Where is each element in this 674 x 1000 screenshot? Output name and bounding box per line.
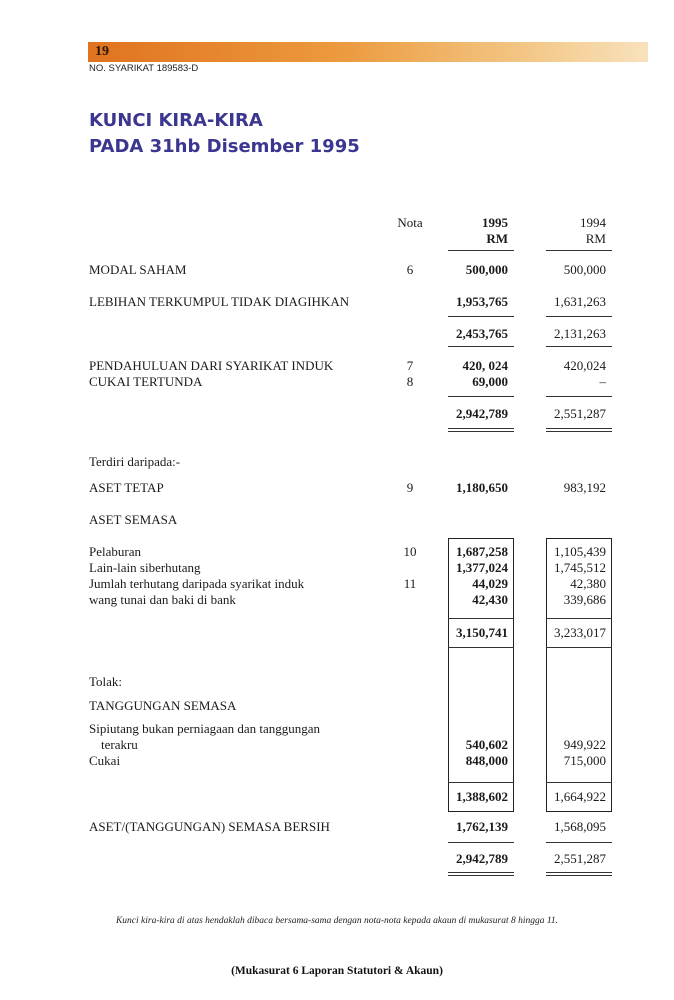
subtotal1-1995: 2,453,765 [456, 326, 508, 341]
column-header-1994-currency: RM [585, 231, 606, 246]
row-label-wang-tunai: wang tunai dan baki di bank [89, 592, 236, 607]
total1-top-rule-1994 [546, 396, 612, 397]
page-number: 19 [95, 44, 109, 59]
value-1995-pendahuluan: 420, 024 [462, 358, 508, 373]
title-line-1: KUNCI KIRA-KIRA [89, 110, 263, 131]
liab-subtotal-rule-1995 [448, 782, 514, 783]
total1-top-rule-1995 [448, 396, 514, 397]
row-label-pelaburan: Pelaburan [89, 544, 141, 559]
column-header-1994: 1994 [580, 215, 606, 230]
total2-1994: 2,551,287 [554, 851, 606, 866]
assets-subtotal-bottom-rule-1995 [448, 647, 514, 648]
page-footer: (Mukasurat 6 Laporan Statutori & Akaun) [231, 965, 443, 977]
subtotal1-rule-1994 [546, 346, 612, 347]
value-1995-cukai: 848,000 [465, 753, 508, 768]
assets-subtotal-rule-1995 [448, 618, 514, 619]
value-1994-jumlah-terhutang: 42,380 [570, 576, 606, 591]
subtotal-rule-1995 [448, 316, 514, 317]
row-label-pendahuluan: PENDAHULUAN DARI SYARIKAT INDUK [89, 358, 334, 373]
section-label-terdiri: Terdiri daripada:- [89, 454, 181, 469]
row-label-cukai: Cukai [89, 753, 121, 768]
value-1994-lebihan: 1,631,263 [554, 294, 606, 309]
row-nota-jumlah-terhutang: 11 [403, 576, 417, 591]
value-1995-sipiutang: 540,602 [465, 737, 508, 752]
row-nota-modal-saham: 6 [406, 262, 414, 277]
total2-1995: 2,942,789 [456, 851, 508, 866]
value-1995-pelaburan: 1,687,258 [456, 544, 508, 559]
subtotal-tanggungan-1994: 1,664,922 [554, 789, 606, 804]
total2-double-rule-a-1995 [448, 872, 514, 873]
total1-double-rule-b-1995 [448, 431, 514, 432]
value-1995-modal-saham: 500,000 [465, 262, 508, 277]
subtotal-tanggungan-1995: 1,388,602 [456, 789, 508, 804]
value-1994-siberhutang: 1,745,512 [554, 560, 606, 575]
row-label-sipiutang-line2: terakru [101, 737, 138, 752]
value-1995-lebihan: 1,953,765 [456, 294, 508, 309]
page-title [89, 108, 360, 160]
subtotal-aset-semasa-1995: 3,150,741 [456, 625, 508, 640]
value-1995-aset-tetap: 1,180,650 [456, 480, 508, 495]
column-header-nota: Nota [397, 215, 423, 230]
title-line-2: PADA 31hb Disember 1995 [89, 136, 360, 157]
value-1994-cukai-tertunda: – [599, 374, 606, 389]
liab-subtotal-rule-1994 [546, 782, 612, 783]
row-label-cukai-tertunda: CUKAI TERTUNDA [89, 374, 203, 389]
value-1995-jumlah-terhutang: 44,029 [472, 576, 508, 591]
company-number: NO. SYARIKAT 189583-D [89, 63, 199, 74]
total2-double-rule-b-1994 [546, 875, 612, 876]
footnote: Kunci kira-kira di atas hendaklah dibaca bersama-sama dengan nota-nota kepada akaun di mukasurat 8 hingga 11. [115, 916, 559, 926]
total2-top-rule-1995 [448, 842, 514, 843]
value-1994-wang-tunai: 339,686 [563, 592, 606, 607]
subtotal1-1994: 2,131,263 [554, 326, 606, 341]
header-color-bar [88, 42, 648, 62]
value-1994-pelaburan: 1,105,439 [554, 544, 606, 559]
value-1995-siberhutang: 1,377,024 [456, 560, 508, 575]
total2-top-rule-1994 [546, 842, 612, 843]
value-1995-cukai-tertunda: 69,000 [472, 374, 508, 389]
value-1994-pendahuluan: 420,024 [563, 358, 606, 373]
row-nota-aset-tetap: 9 [406, 480, 414, 495]
subtotal-aset-semasa-1994: 3,233,017 [554, 625, 606, 640]
row-label-modal-saham: MODAL SAHAM [89, 262, 187, 277]
total2-double-rule-a-1994 [546, 872, 612, 873]
total1-1995: 2,942,789 [456, 406, 508, 421]
total1-double-rule-a-1995 [448, 428, 514, 429]
row-nota-pelaburan: 10 [403, 544, 417, 559]
row-label-aset-bersih: ASET/(TANGGUNGAN) SEMASA BERSIH [89, 819, 330, 834]
section-label-tolak: Tolak: [89, 674, 123, 689]
value-1994-aset-bersih: 1,568,095 [554, 819, 606, 834]
row-label-lebihan: LEBIHAN TERKUMPUL TIDAK DIAGIHKAN [89, 294, 350, 309]
value-1995-aset-bersih: 1,762,139 [456, 819, 508, 834]
section-label-tanggungan-semasa: TANGGUNGAN SEMASA [89, 698, 237, 713]
subtotal-rule-1994 [546, 316, 612, 317]
total1-double-rule-a-1994 [546, 428, 612, 429]
total1-double-rule-b-1994 [546, 431, 612, 432]
value-1995-wang-tunai: 42,430 [472, 592, 508, 607]
value-1994-cukai: 715,000 [563, 753, 606, 768]
row-label-sipiutang: Sipiutang bukan perniagaan dan tanggungan [89, 721, 321, 736]
section-label-aset-semasa: ASET SEMASA [89, 512, 178, 527]
row-label-siberhutang: Lain-lain siberhutang [89, 560, 201, 575]
total1-1994: 2,551,287 [554, 406, 606, 421]
value-1994-aset-tetap: 983,192 [563, 480, 606, 495]
value-1994-modal-saham: 500,000 [563, 262, 606, 277]
total2-double-rule-b-1995 [448, 875, 514, 876]
row-label-aset-tetap: ASET TETAP [89, 480, 164, 495]
row-nota-pendahuluan: 7 [406, 358, 414, 373]
subtotal1-rule-1995 [448, 346, 514, 347]
column-header-1995: 1995 [482, 215, 508, 230]
assets-subtotal-rule-1994 [546, 618, 612, 619]
row-label-jumlah-terhutang: Jumlah terhutang daripada syarikat induk [89, 576, 305, 591]
value-1994-sipiutang: 949,922 [563, 737, 606, 752]
header-rule-1995 [448, 250, 514, 251]
column-header-1995-currency: RM [486, 231, 508, 246]
row-nota-cukai-tertunda: 8 [406, 374, 414, 389]
header-rule-1994 [546, 250, 612, 251]
assets-subtotal-bottom-rule-1994 [546, 647, 612, 648]
